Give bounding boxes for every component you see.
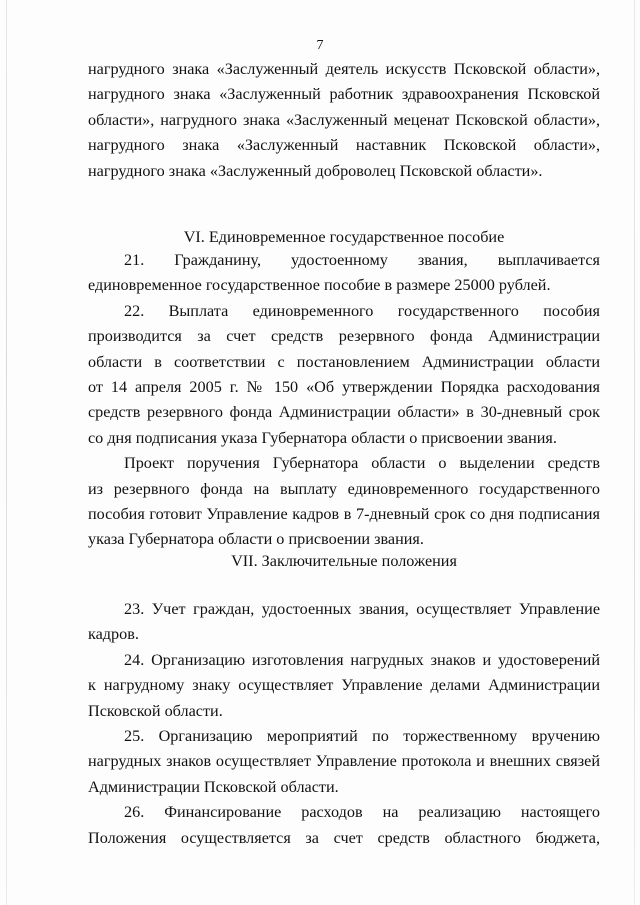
section-heading-vi: VI. Единовременное государственное пособие xyxy=(183,228,505,246)
text-line: от 14 апреля 2005 г. № 150 «Об утверждении Порядка расходования xyxy=(88,377,600,396)
text-line: области», нагрудного знака «Заслуженный меценат Псковской области», xyxy=(88,110,600,129)
text-line: 24. Организацию изготовления нагрудных знаков и удостоверений xyxy=(124,650,600,669)
text-line: 21. Гражданину, удостоенному звания, выплачивается xyxy=(124,251,600,269)
text-line: со дня подписания указа Губернатора области о присвоении звания. xyxy=(88,428,557,447)
text-line: Положения осуществляется за счет средств областного бюджета, xyxy=(88,828,600,847)
text-line: области в соответствии с постановлением Администрации области xyxy=(88,352,600,371)
text-line: Псковской области. xyxy=(88,701,223,720)
section-vi-body xyxy=(88,248,600,553)
text-line: нагрудного знака «Заслуженный наставник Псковской области», xyxy=(88,136,600,155)
text-line: из резервного фонда на выплату единовременного государственного xyxy=(88,479,600,498)
text-line: нагрудного знака «Заслуженный работник здравоохранения Псковской xyxy=(88,85,600,104)
text-line: 22. Выплата единовременного государственного пособия xyxy=(124,301,600,320)
text-line: нагрудного знака «Заслуженный доброволец Псковской области». xyxy=(88,161,543,180)
text-line: нагрудного знака «Заслуженный деятель искусств Псковской области», xyxy=(88,60,600,78)
text-line: средств резервного фонда Администрации области» в 30-дневный срок xyxy=(88,403,600,422)
text-line: к нагрудному знаку осуществляет Управление делами Администрации xyxy=(88,676,600,695)
text-line: 26. Финансирование расходов на реализацию настоящего xyxy=(124,803,600,822)
text-line: Администрации Псковской области. xyxy=(88,777,339,796)
text-line: пособия готовит Управление кадров в 7-дневный срок со дня подписания xyxy=(88,504,600,523)
page-number: 7 xyxy=(316,38,324,53)
continuation-paragraph xyxy=(88,57,600,184)
text-line: 25. Организацию мероприятий по торжественному вручению xyxy=(124,726,600,745)
text-line: указа Губернатора области о присвоении звания. xyxy=(88,530,424,549)
text-line: Проект поручения Губернатора области о выделении средств xyxy=(124,454,600,473)
scan-edge-right xyxy=(634,0,635,905)
scan-edge-left xyxy=(6,0,7,905)
text-line: кадров. xyxy=(88,625,139,644)
text-line: производится за счет средств резервного фонда Администрации xyxy=(88,327,600,346)
text-line: единовременное государственное пособие в размере 25000 рублей. xyxy=(88,276,551,295)
section-heading-vii: VII. Заключительные положения xyxy=(231,552,457,570)
text-line: 23. Учет граждан, удостоенных звания, осуществляет Управление xyxy=(124,600,600,618)
text-line: нагрудных знаков осуществляет Управление протокола и внешних связей xyxy=(88,752,600,771)
section-vii-body xyxy=(88,597,600,851)
